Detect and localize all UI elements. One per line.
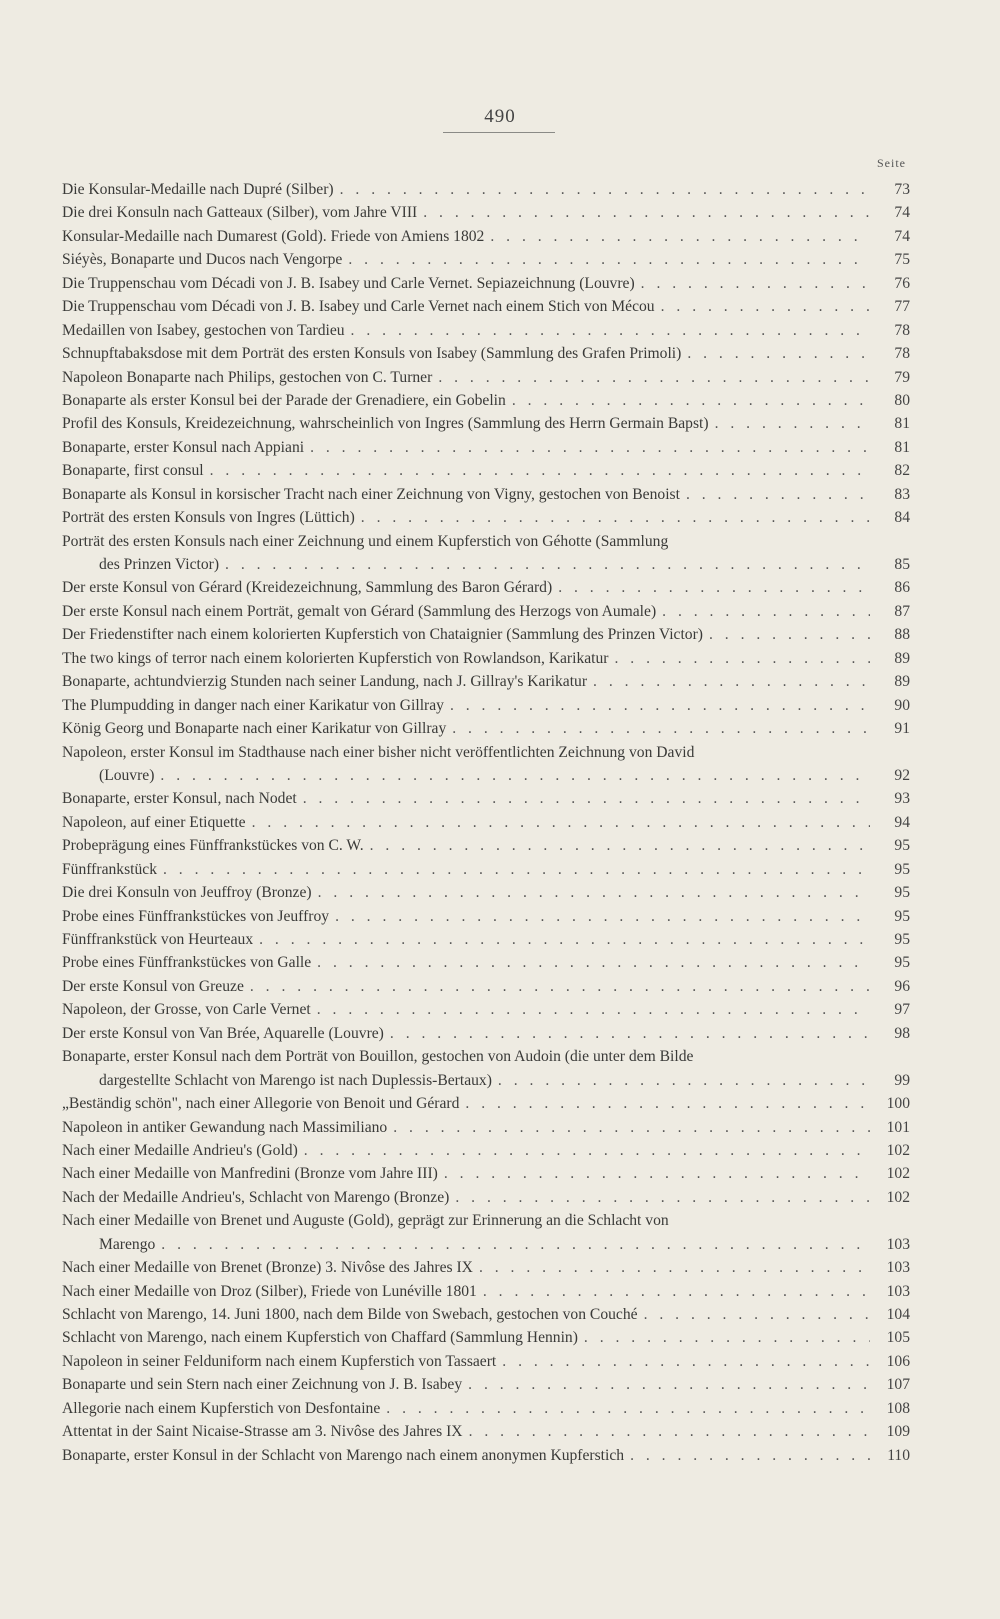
entry-title-continuation: (Louvre) <box>99 766 155 784</box>
entry-title: Bonaparte als Konsul in korsischer Tracht nach einer Zeichnung von Vigny, gestochen von Benoist <box>62 485 680 503</box>
entry-title: Konsular-Medaille nach Dumarest (Gold). Friede von Amiens 1802 <box>62 227 485 245</box>
entry-page-number: 81 <box>894 415 910 433</box>
entry-page-number: 95 <box>894 907 910 925</box>
entry-page-number: 88 <box>894 626 910 644</box>
entry-title: Der erste Konsul von Greuze <box>62 977 244 995</box>
entry-title: Napoleon in seiner Felduniform nach einem Kupferstich von Tassaert <box>62 1352 497 1370</box>
entry-page-number: 86 <box>894 579 910 597</box>
dot-leader <box>297 787 870 810</box>
entry-page-number: 89 <box>894 649 910 667</box>
entry-page-number: 89 <box>894 673 910 691</box>
toc-entry <box>62 178 910 201</box>
entry-page-number: 107 <box>886 1376 910 1394</box>
toc-entry <box>62 201 910 224</box>
toc-entry <box>62 530 910 577</box>
dot-leader <box>492 1069 870 1092</box>
dot-leader <box>438 1162 870 1185</box>
entry-title: Nach der Medaille Andrieu's, Schlacht von Marengo (Bronze) <box>62 1188 450 1206</box>
dot-leader <box>624 1444 870 1467</box>
entry-page-number: 91 <box>894 720 910 738</box>
dot-leader <box>680 483 870 506</box>
entry-title: Die Truppenschau vom Décadi von J. B. Isabey und Carle Vernet nach einem Stich von Mécou <box>62 298 655 316</box>
dot-leader <box>432 366 870 389</box>
toc-entry <box>62 1280 910 1303</box>
dot-leader <box>656 600 870 623</box>
toc-entry <box>62 1397 910 1420</box>
entry-title: Napoleon in antiker Gewandung nach Massimiliano <box>62 1118 388 1136</box>
entry-title: The two kings of terror nach einem kolorierten Kupferstich von Rowlandson, Karikatur <box>62 649 609 667</box>
entry-title: Napoleon, der Grosse, von Carle Vernet <box>62 1001 311 1019</box>
entry-page-number: 80 <box>894 391 910 409</box>
entry-title: Bonaparte, erster Konsul, nach Nodet <box>62 790 297 808</box>
entry-page-number: 109 <box>886 1423 910 1441</box>
toc-entry <box>62 1186 910 1209</box>
dot-leader <box>311 951 870 974</box>
toc-entry <box>62 858 910 881</box>
toc-entry <box>62 1022 910 1045</box>
entry-title: „Beständig schön", nach einer Allegorie von Benoit und Gérard <box>62 1095 460 1113</box>
dot-leader <box>635 272 870 295</box>
dot-leader <box>462 1373 870 1396</box>
toc-entry <box>62 1373 910 1396</box>
entry-title: Schlacht von Marengo, 14. Juni 1800, nach dem Bilde von Swebach, gestochen von Couché <box>62 1306 638 1323</box>
dot-leader <box>155 1233 870 1256</box>
dot-leader <box>246 811 870 834</box>
dot-leader <box>204 459 870 482</box>
entry-page-number: 83 <box>894 485 910 503</box>
entry-title: Schlacht von Marengo, nach einem Kupferstich von Chaffard (Sammlung Hennin) <box>62 1329 578 1347</box>
toc-entry <box>62 670 910 693</box>
dot-leader <box>552 576 870 599</box>
entry-title: Porträt des ersten Konsuls von Ingres (Lüttich) <box>62 509 355 527</box>
entry-title: Fünffrankstück von Heurteaux <box>62 931 254 948</box>
toc-entry <box>62 881 910 904</box>
entry-page-number: 90 <box>894 696 910 714</box>
entry-title: Der Friedenstifter nach einem kolorierten Kupferstich von Chataignier (Sammlung des Prinzen Victor) <box>62 626 703 644</box>
entry-title: Nach einer Medaille von Manfredini (Bronze vom Jahre III) <box>62 1165 438 1183</box>
entry-title: Schnupftabaksdose mit dem Porträt des ersten Konsuls von Isabey (Sammlung des Grafen Primoli) <box>62 345 682 363</box>
dot-leader <box>638 1303 870 1326</box>
dot-leader <box>578 1326 870 1349</box>
entry-page-number: 105 <box>886 1329 910 1347</box>
entry-page-number: 74 <box>894 227 910 245</box>
entry-page-number: 81 <box>894 438 910 456</box>
toc-entry <box>62 623 910 646</box>
toc-entry <box>62 951 910 974</box>
toc-entry <box>62 1092 910 1115</box>
entry-page-number: 78 <box>894 345 910 363</box>
entry-page-number: 93 <box>894 790 910 808</box>
dot-leader <box>329 905 870 928</box>
dot-leader <box>459 1092 870 1115</box>
entry-page-number: 102 <box>886 1141 910 1159</box>
toc-entry <box>62 342 910 365</box>
toc-entry <box>62 225 910 248</box>
toc-entry <box>62 319 910 342</box>
toc-entry <box>62 1444 910 1467</box>
dot-leader <box>154 764 870 787</box>
page-number: 490 <box>484 106 516 127</box>
entry-page-number: 97 <box>894 1001 910 1019</box>
dot-leader <box>311 998 870 1021</box>
dot-leader <box>609 647 871 670</box>
entry-title: Probe eines Fünffrankstückes von Jeuffroy <box>62 907 330 925</box>
toc-entry <box>62 1326 910 1349</box>
toc-entry <box>62 459 910 482</box>
page-column-label: Seite <box>877 156 906 170</box>
header-rule <box>443 132 555 133</box>
entry-title: Napoleon Bonaparte nach Philips, gestochen von C. Turner <box>62 368 433 386</box>
entry-title: Die Konsular-Medaille nach Dupré (Silber) <box>62 181 334 198</box>
entry-title: Der erste Konsul von Gérard (Kreidezeichnung, Sammlung des Baron Gérard) <box>62 579 553 597</box>
entry-page-number: 95 <box>894 931 910 948</box>
entry-page-number: 103 <box>886 1282 910 1300</box>
entry-page-number: 100 <box>886 1095 910 1113</box>
toc-entry <box>62 787 910 810</box>
entry-page-number: 110 <box>887 1446 910 1464</box>
entry-page-number: 96 <box>894 977 910 995</box>
toc-entry <box>62 647 910 670</box>
dot-leader <box>387 1116 870 1139</box>
toc-entry <box>62 998 910 1021</box>
entry-page-number: 103 <box>886 1259 910 1277</box>
toc-entry <box>62 389 910 412</box>
toc-entry <box>62 928 910 951</box>
dot-leader <box>298 1139 870 1162</box>
dot-leader <box>473 1256 870 1279</box>
dot-leader <box>709 412 870 435</box>
entry-title: Attentat in der Saint Nicaise-Strasse am 3. Nivôse des Jahres IX <box>62 1423 463 1441</box>
entry-page-number: 95 <box>894 860 910 878</box>
dot-leader <box>384 1022 870 1045</box>
entry-title: Fünffrankstück <box>62 860 157 878</box>
entry-title: Bonaparte, erster Konsul in der Schlacht von Marengo nach einem anonymen Kupferstich <box>62 1446 625 1464</box>
toc-entry <box>62 811 910 834</box>
entry-page-number: 87 <box>894 602 910 620</box>
dot-leader <box>463 1420 870 1443</box>
entry-title: Die Truppenschau vom Décadi von J. B. Isabey und Carle Vernet. Sepiazeichnung (Louvre) <box>62 274 635 292</box>
toc-entry <box>62 834 910 857</box>
toc-entry <box>62 436 910 459</box>
dot-leader <box>446 717 870 740</box>
toc-entry <box>62 717 910 740</box>
toc-entry <box>62 1350 910 1373</box>
toc-entry <box>62 272 910 295</box>
toc-entry <box>62 366 910 389</box>
entry-page-number: 108 <box>886 1399 910 1417</box>
entry-title: Medaillen von Isabey, gestochen von Tardieu <box>62 321 345 339</box>
entry-title: Profil des Konsuls, Kreidezeichnung, wahrscheinlich von Ingres (Sammlung des Herrn Germain Bapst) <box>62 415 709 433</box>
toc-entry <box>62 412 910 435</box>
entry-title: Allegorie nach einem Kupferstich von Desfontaine <box>62 1399 381 1417</box>
entry-title: Bonaparte, erster Konsul nach dem Porträt von Bouillon, gestochen von Audoin (die unter dem Bilde <box>62 1048 694 1066</box>
dot-leader <box>587 670 870 693</box>
dot-leader <box>355 506 870 529</box>
entry-page-number: 82 <box>894 462 910 480</box>
entry-title: Der erste Konsul von Van Brée, Aquarelle (Louvre) <box>62 1024 384 1042</box>
entry-page-number: 106 <box>886 1352 910 1370</box>
entry-page-number: 99 <box>894 1071 910 1089</box>
entry-page-number: 76 <box>894 274 910 292</box>
entry-page-number: 73 <box>894 181 910 198</box>
dot-leader <box>655 295 870 318</box>
dot-leader <box>312 881 870 904</box>
dot-leader <box>253 928 870 951</box>
dot-leader <box>484 225 870 248</box>
entry-page-number: 95 <box>894 954 910 972</box>
entry-title: Der erste Konsul nach einem Porträt, gemalt von Gérard (Sammlung des Herzogs von Aumale) <box>62 602 657 620</box>
entry-page-number: 78 <box>894 321 910 339</box>
entry-title: Siéyès, Bonaparte und Ducos nach Vengorpe <box>62 251 343 269</box>
entry-title-continuation: dargestellte Schlacht von Marengo ist nach Duplessis-Bertaux) <box>99 1071 492 1089</box>
entry-title: The Plumpudding in danger nach einer Karikatur von Gillray <box>62 696 444 714</box>
dot-leader <box>477 1280 870 1303</box>
entry-title: Die drei Konsuln von Jeuffroy (Bronze) <box>62 884 312 902</box>
toc-entry <box>62 1139 910 1162</box>
entry-title: Nach einer Medaille von Brenet und Auguste (Gold), geprägt zur Erinnerung an die Schlacht von <box>62 1212 669 1230</box>
dot-leader <box>449 1186 870 1209</box>
entry-title: Porträt des ersten Konsuls nach einer Zeichnung und einem Kupferstich von Géhotte (Sammlung <box>62 532 669 550</box>
dot-leader <box>703 623 870 646</box>
dot-leader <box>345 319 870 342</box>
entry-page-number: 95 <box>894 837 910 855</box>
entry-page-number: 74 <box>894 204 910 222</box>
entry-title: Die drei Konsuln nach Gatteaux (Silber), vom Jahre VIII <box>62 204 418 222</box>
entry-title: Nach einer Medaille von Brenet (Bronze) 3. Nivôse des Jahres IX <box>62 1259 473 1277</box>
toc-entry <box>62 295 910 318</box>
toc-entry <box>62 694 910 717</box>
entry-page-number: 101 <box>886 1118 910 1136</box>
dot-leader <box>244 975 870 998</box>
entry-title-continuation: Marengo <box>99 1235 156 1253</box>
toc-entry <box>62 1045 910 1092</box>
toc-entry <box>62 905 910 928</box>
entry-title: König Georg und Bonaparte nach einer Karikatur von Gillray <box>62 720 447 738</box>
dot-leader <box>342 248 870 271</box>
dot-leader <box>496 1350 870 1373</box>
entry-title: Bonaparte als erster Konsul bei der Parade der Grenadiere, ein Gobelin <box>62 391 506 409</box>
dot-leader <box>219 553 870 576</box>
entry-page-number: 95 <box>894 884 910 902</box>
entry-page-number: 103 <box>886 1235 910 1253</box>
dot-leader <box>506 389 870 412</box>
toc-entry <box>62 483 910 506</box>
dot-leader <box>444 694 870 717</box>
dot-leader <box>417 201 870 224</box>
entry-title: Nach einer Medaille von Droz (Silber), Friede von Lunéville 1801 <box>62 1282 477 1300</box>
toc-entry <box>62 1116 910 1139</box>
entry-title: Bonaparte, erster Konsul nach Appiani <box>62 438 305 456</box>
toc-entry <box>62 1209 910 1256</box>
dot-leader <box>304 436 870 459</box>
dot-leader <box>681 342 870 365</box>
entry-title: Nach einer Medaille Andrieu's (Gold) <box>62 1141 298 1159</box>
entry-page-number: 84 <box>894 509 910 527</box>
dot-leader <box>364 834 870 857</box>
toc-entry <box>62 576 910 599</box>
entry-page-number: 98 <box>894 1024 910 1042</box>
toc-entry <box>62 975 910 998</box>
toc-entry <box>62 741 910 788</box>
dot-leader <box>334 178 870 201</box>
entry-page-number: 79 <box>894 368 910 386</box>
toc-entry <box>62 600 910 623</box>
toc-entry <box>62 1420 910 1443</box>
entry-page-number: 85 <box>894 556 910 573</box>
dot-leader <box>380 1397 870 1420</box>
entry-page-number: 102 <box>886 1188 910 1206</box>
table-of-illustrations <box>62 178 910 1467</box>
entry-page-number: 104 <box>886 1306 910 1323</box>
entry-page-number: 92 <box>894 766 910 784</box>
entry-page-number: 102 <box>886 1165 910 1183</box>
toc-entry <box>62 248 910 271</box>
toc-entry <box>62 1162 910 1185</box>
entry-title: Bonaparte und sein Stern nach einer Zeichnung von J. B. Isabey <box>62 1376 463 1394</box>
entry-title: Napoleon, auf einer Etiquette <box>62 813 246 831</box>
entry-page-number: 75 <box>894 251 910 269</box>
entry-title: Bonaparte, achtundvierzig Stunden nach seiner Landung, nach J. Gillray's Karikatur <box>62 673 588 691</box>
entry-title-continuation: des Prinzen Victor) <box>99 556 220 573</box>
toc-entry <box>62 1303 910 1326</box>
entry-title: Napoleon, erster Konsul im Stadthause nach einer bisher nicht veröffentlichten Zeichnung von David <box>62 743 695 761</box>
entry-page-number: 94 <box>894 813 910 831</box>
toc-entry <box>62 1256 910 1279</box>
entry-title: Probe eines Fünffrankstückes von Galle <box>62 954 312 972</box>
toc-entry <box>62 506 910 529</box>
dot-leader <box>157 858 870 881</box>
entry-page-number: 77 <box>894 298 910 316</box>
entry-title: Bonaparte, first consul <box>62 462 204 480</box>
entry-title: Probeprägung eines Fünffrankstückes von C. W. <box>62 837 364 855</box>
